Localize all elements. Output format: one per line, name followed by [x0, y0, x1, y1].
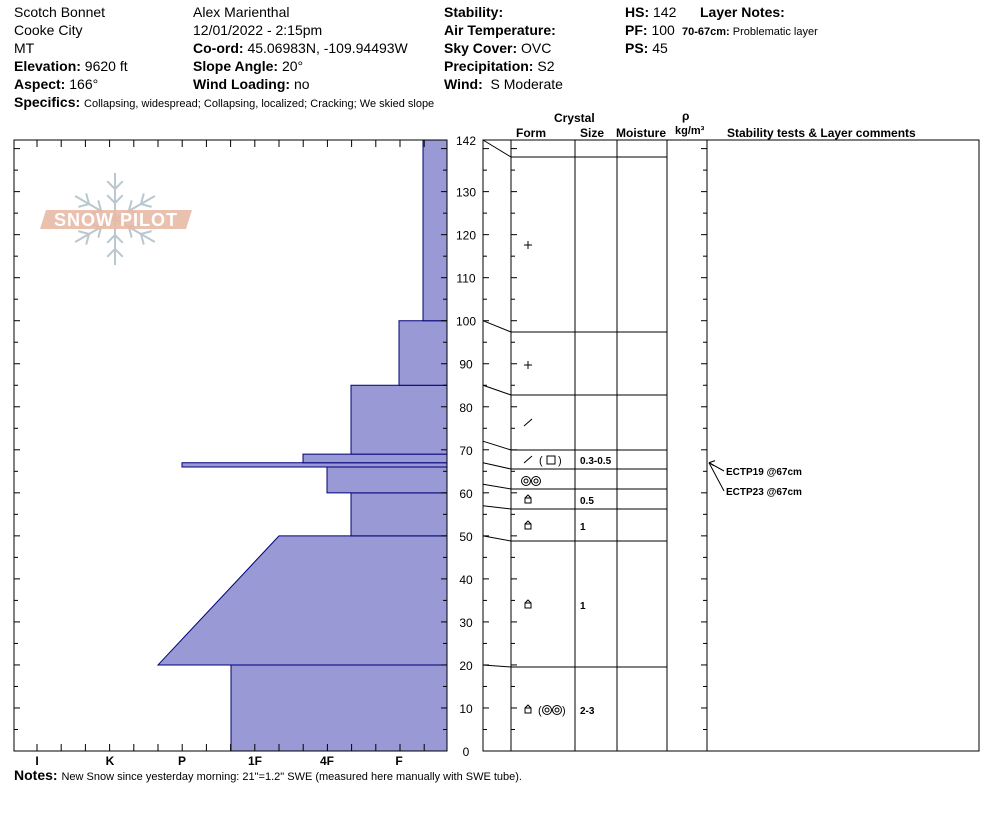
- hardness-layer-6: [351, 385, 447, 454]
- faceted-square-icon: [547, 456, 555, 464]
- height-tick-label: 90: [459, 357, 473, 372]
- comments-header: Stability tests & Layer comments: [727, 126, 916, 140]
- facet-icon: [525, 600, 531, 608]
- sky-value: OVC: [521, 40, 552, 56]
- wind-loading-label: Wind Loading:: [193, 76, 291, 92]
- pf-label: PF:: [625, 22, 648, 38]
- snowpilot-logo: [40, 173, 192, 265]
- round-inner-1: [545, 708, 549, 712]
- snowflake-branch: [115, 195, 123, 203]
- layer-note-range: 70-67cm:: [682, 26, 730, 38]
- precip-label: Precipitation:: [444, 58, 534, 74]
- slope-label: Slope Angle:: [193, 58, 279, 74]
- round-outer-1: [543, 706, 552, 715]
- layer-connector-72: [483, 441, 511, 450]
- facet-icon: [525, 495, 531, 503]
- facet-square: [525, 498, 531, 503]
- snowflake-branch: [141, 204, 152, 207]
- coord-label: Co-ord:: [193, 40, 244, 56]
- height-tick-label: 70: [459, 443, 473, 458]
- height-tick-label: 40: [459, 572, 473, 587]
- layer-connector-50: [483, 536, 511, 541]
- notes-text: New Snow since yesterday morning: 21"=1.2" SWE (measured here manually with SWE tube).: [61, 771, 522, 783]
- height-tick-label: 50: [459, 529, 473, 544]
- layer-notes-label: Layer Notes:: [700, 4, 785, 20]
- crystal-size-label: 0.5: [580, 496, 594, 507]
- snowflake-branch: [107, 249, 115, 257]
- specifics-value: Collapsing, widespread; Collapsing, localized; Cracking; We skied slope: [84, 98, 435, 110]
- hardness-layer-5: [303, 454, 447, 463]
- paren-close-glyph: ): [558, 455, 562, 467]
- area-name: Cooke City: [14, 22, 83, 38]
- slope-value: 20°: [281, 58, 304, 74]
- moisture-header: Moisture: [616, 126, 667, 140]
- crystal-size-label: 1: [580, 522, 586, 533]
- decomposing-icon: [524, 456, 532, 463]
- hardness-layer-1: [158, 536, 447, 665]
- hardness-tick-label: 4F: [319, 754, 335, 768]
- stability-test-label: ECTP19 @67cm: [726, 467, 802, 478]
- hardness-layer-7: [399, 321, 447, 386]
- crystal-size-label: 1: [580, 601, 586, 612]
- stability-label: Stability:: [444, 4, 504, 20]
- air-temp-label: Air Temperature:: [444, 22, 556, 38]
- location-name: Scotch Bonnet: [14, 4, 106, 20]
- crystal-size-label: 0.3-0.5: [580, 456, 612, 467]
- hardness-layer-4: [182, 463, 447, 467]
- round-inner-2: [534, 479, 538, 483]
- hardness-layer-8: [423, 140, 447, 321]
- wind-value: S Moderate: [490, 76, 563, 92]
- hs-value: 142: [653, 4, 677, 20]
- ps-value: 45: [652, 40, 668, 56]
- state-name: MT: [14, 40, 35, 56]
- notes: [14, 767, 522, 785]
- snowflake-branch: [78, 231, 89, 234]
- hardness-tick-label: 1F: [247, 754, 263, 768]
- hardness-tick-label: K: [105, 754, 115, 768]
- round-outer-2: [553, 706, 562, 715]
- elevation-label: Elevation:: [14, 58, 81, 74]
- height-tick-label: 110: [456, 271, 476, 286]
- size-header: Size: [580, 126, 605, 140]
- height-tick-label: 20: [459, 658, 473, 673]
- layer-connector-85: [483, 385, 511, 395]
- height-tick-label: 30: [459, 615, 473, 630]
- rounds-icon: [522, 477, 541, 486]
- density-unit-header: kg/m³: [675, 125, 705, 137]
- height-tick-label: 130: [455, 185, 477, 200]
- hardness-tick-label: P: [177, 754, 187, 768]
- height-tick-label: 10: [459, 701, 473, 716]
- round-inner-1: [524, 479, 528, 483]
- pf-value: 100: [651, 22, 675, 38]
- aspect-value: 166°: [69, 76, 99, 92]
- paren-close-glyph: ): [562, 705, 566, 717]
- snowflake-branch: [78, 204, 89, 207]
- snowflake-branch: [141, 231, 152, 234]
- crystal-size-label: 2-3: [580, 706, 595, 717]
- height-tick-label: 142: [455, 134, 477, 148]
- paren-open-glyph: (: [538, 705, 542, 717]
- specifics-label: Specifics:: [14, 94, 81, 110]
- elevation-value: 9620 ft: [84, 58, 128, 74]
- hardness-layer-0: [231, 665, 447, 751]
- crystal-header: Crystal: [554, 111, 595, 125]
- hardness-layer-3: [327, 467, 447, 493]
- layer-note-text: Problematic layer: [732, 26, 818, 38]
- notes-label: Notes:: [14, 767, 58, 783]
- rounds-icon: [543, 706, 562, 715]
- snowflake-branch: [107, 195, 115, 203]
- round-outer-2: [532, 477, 541, 486]
- facet-icon: [525, 521, 531, 529]
- height-tick-label: 80: [459, 400, 473, 415]
- table-frame: [483, 140, 979, 751]
- snowflake-branch: [115, 249, 123, 257]
- new-snow-icon: [524, 241, 532, 249]
- paren-open-glyph: (: [539, 455, 543, 467]
- observation-datetime: 12/01/2022 - 2:15pm: [193, 22, 323, 38]
- height-tick-label: 120: [455, 228, 477, 243]
- hardness-tick-label: I: [35, 754, 39, 768]
- snowflake-branch: [107, 181, 115, 189]
- layer-connector-57: [483, 506, 511, 509]
- wind-loading-value: no: [293, 76, 310, 92]
- facet-square: [525, 603, 531, 608]
- ps-label: PS:: [625, 40, 649, 56]
- form-header: Form: [516, 126, 546, 140]
- hs-label: HS:: [625, 4, 650, 20]
- height-tick-label: 60: [459, 486, 473, 501]
- wind-label: Wind:: [444, 76, 483, 92]
- decomposing-icon: [524, 419, 532, 426]
- snowflake-branch: [107, 235, 115, 243]
- rho-header: ρ: [682, 109, 690, 123]
- aspect-label: Aspect:: [14, 76, 66, 92]
- height-tick-label: 0: [462, 745, 470, 759]
- layer-connector-62: [483, 484, 511, 489]
- new-snow-icon: [524, 361, 532, 369]
- snowflake-branch: [115, 235, 123, 243]
- round-inner-2: [555, 708, 559, 712]
- hardness-layer-2: [351, 493, 447, 536]
- height-tick-label: 100: [455, 314, 477, 329]
- facet-square: [525, 524, 531, 529]
- layer-connector-20: [483, 665, 511, 667]
- facet-icon: [525, 705, 531, 713]
- layer-connector-67: [483, 463, 511, 469]
- precip-value: S2: [537, 58, 555, 74]
- coord-value: 45.06983N, -109.94493W: [247, 40, 408, 56]
- round-outer-1: [522, 477, 531, 486]
- sky-label: Sky Cover:: [444, 40, 518, 56]
- snowflake-branch: [115, 181, 123, 189]
- hardness-tick-label: F: [395, 754, 403, 768]
- logo-wordmark: SNOW PILOT: [54, 210, 178, 230]
- observer-name: Alex Marienthal: [193, 4, 290, 20]
- facet-square: [525, 708, 531, 713]
- stability-test-label: ECTP23 @67cm: [726, 487, 802, 498]
- layer-connector-100: [483, 321, 511, 332]
